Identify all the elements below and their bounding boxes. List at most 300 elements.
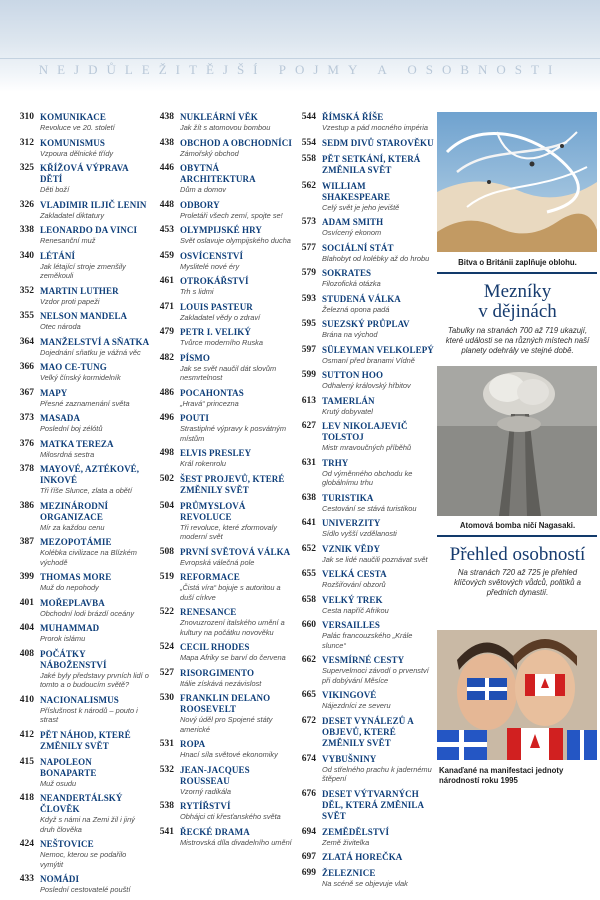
index-column-3	[292, 112, 435, 894]
entry-title: MUHAMMAD	[40, 623, 100, 633]
page-number: 471	[159, 301, 174, 312]
index-entry[interactable]	[10, 695, 150, 725]
index-entry[interactable]	[10, 112, 150, 133]
page-number: 438	[159, 112, 174, 122]
entry-title: STUDENÁ VÁLKA	[322, 293, 401, 304]
entry-subtitle: Tři revoluce, které zformovaly moderní svět	[180, 522, 277, 541]
page-number: 386	[19, 500, 34, 511]
index-entry[interactable]	[292, 789, 435, 822]
entry-subtitle: Poslední boj zélótů	[40, 424, 103, 433]
entry-subtitle: Hnací síla světové ekonomiky	[180, 750, 278, 759]
entry-title: NEŠTOVICE	[40, 839, 94, 849]
entry-title: VESMÍRNÉ CESTY	[322, 655, 405, 665]
entry-title: KOMUNIKACE	[40, 112, 106, 122]
index-entry[interactable]	[10, 362, 150, 383]
index-entry[interactable]	[150, 353, 292, 383]
entry-subtitle: Revoluce ve 20. století	[40, 123, 115, 132]
page-number: 699	[301, 868, 316, 878]
index-entry[interactable]	[10, 464, 150, 496]
nagasaki-image	[437, 366, 597, 516]
page-number: 558	[301, 153, 316, 164]
entry-subtitle: Poslední cestovatelé pouští	[40, 885, 131, 894]
caption-canadians: Kanaďané na manifestaci jednoty národností roku 1995	[439, 766, 564, 785]
entry-title: MANŽELSTVÍ A SŇATKA	[40, 336, 150, 347]
page-number: 448	[159, 199, 174, 210]
index-entry[interactable]	[150, 302, 292, 323]
page-number: 541	[159, 826, 174, 837]
entry-title: VYBUŠNINY	[322, 753, 377, 764]
entry-title: POČÁTKY NÁBOŽENSTVÍ	[40, 648, 107, 670]
entry-title: ŠEST PROJEVŮ, KTERÉ ZMĚNILY SVĚT	[180, 473, 285, 495]
page-number: 498	[159, 448, 174, 458]
entry-title: PĚT SETKÁNÍ, KTERÁ ZMĚNILA SVĚT	[322, 153, 421, 175]
entry-title: ZEMĚDĚLSTVÍ	[322, 826, 390, 837]
entry-subtitle: Strastiplné výpravy k posvátným místům	[180, 424, 286, 443]
entry-title: ELVIS PRESLEY	[180, 448, 252, 458]
page-number: 459	[159, 250, 174, 261]
index-column-1	[10, 112, 150, 900]
entry-title: KŘÍŽOVÁ VÝPRAVA DĚTÍ	[40, 163, 129, 184]
page-number: 401	[19, 597, 34, 608]
index-entry[interactable]	[10, 138, 150, 159]
entry-subtitle: Jak se lidé naučili poznávat svět	[322, 554, 428, 564]
page-number: 573	[301, 217, 316, 227]
page-number: 364	[19, 336, 34, 347]
entry-title: POUTI	[180, 413, 210, 423]
entry-title: UNIVERZITY	[322, 518, 381, 528]
entry-title: PĚT NÁHOD, KTERÉ ZMĚNILY SVĚT	[40, 729, 131, 751]
page-number: 527	[159, 667, 174, 678]
entry-subtitle: Od výměnného obchodu ke globálnímu trhu	[322, 468, 413, 487]
index-entry[interactable]	[10, 874, 150, 895]
index-entry[interactable]	[10, 200, 150, 221]
entry-title: POCAHONTAS	[180, 387, 244, 398]
index-entry[interactable]	[292, 754, 435, 784]
entry-subtitle: Muž osudu	[40, 778, 77, 788]
index-entry[interactable]	[150, 801, 292, 822]
entry-subtitle: Kolébka civilizace na Blízkém východě	[40, 548, 137, 567]
entry-title: VZNIK VĚDY	[322, 543, 381, 554]
entry-title: RYTÍŘSTVÍ	[180, 801, 231, 811]
index-entry[interactable]	[292, 852, 435, 863]
page-number: 404	[19, 623, 34, 633]
entry-subtitle: Zakladatel vědy o zdraví	[180, 312, 261, 322]
index-entry[interactable]	[292, 868, 435, 889]
entry-title: WILLIAM SHAKESPEARE	[322, 180, 391, 202]
entry-subtitle: Nájezdníci ze severu	[322, 701, 391, 710]
index-entry[interactable]	[292, 345, 435, 366]
index-entry[interactable]	[150, 327, 292, 348]
index-entry[interactable]	[10, 225, 150, 246]
entry-subtitle: Jak létající stroje zmenšily zeměkouli	[40, 261, 126, 280]
page-number: 338	[19, 225, 34, 235]
entry-subtitle: Proletáři všech zemí, spojte se!	[180, 210, 283, 220]
entry-subtitle: Mapa Afriky se barví do červena	[180, 653, 286, 662]
entry-title: MARTIN LUTHER	[40, 285, 119, 296]
index-entry[interactable]	[150, 448, 292, 469]
entry-subtitle: Brána na východ	[322, 330, 378, 339]
heading-milestones-line1: Mezníky	[483, 281, 552, 302]
entry-title: OLYMPIJSKÉ HRY	[180, 225, 263, 235]
index-entry[interactable]	[150, 739, 292, 760]
index-entry[interactable]	[150, 607, 292, 637]
entry-subtitle: Prorok islámu	[40, 634, 86, 643]
entry-title: ODBORY	[180, 199, 220, 210]
caption-nagasaki: Atomová bomba ničí Nagasaki.	[459, 521, 576, 530]
index-entry[interactable]	[292, 138, 435, 149]
entry-subtitle: Trh s lidmi	[180, 287, 214, 296]
index-entry[interactable]	[10, 251, 150, 281]
index-entry[interactable]	[292, 181, 435, 213]
page-number: 352	[19, 285, 34, 296]
entry-subtitle: Od střelného prachu k jadernému štěpení	[322, 764, 432, 783]
battle-of-britain-image	[437, 112, 597, 252]
page-number: 697	[301, 852, 316, 862]
entry-subtitle: Dojednání sňatku je vážná věc	[40, 347, 141, 357]
personalities-description: Na stranách 720 až 725 je přehled klíčových světových vůdců, politiků a předních dynastií.	[454, 568, 581, 597]
index-entry[interactable]	[10, 757, 150, 789]
caption-battle-of-britain: Bitva o Británii zaplňuje oblohu.	[458, 258, 577, 267]
index-entry[interactable]	[292, 458, 435, 488]
index-entry[interactable]	[10, 623, 150, 644]
index-entry[interactable]	[10, 413, 150, 434]
entry-subtitle: Obchodní lodi brázdí oceány	[40, 608, 135, 618]
index-entry[interactable]	[10, 598, 150, 619]
entry-subtitle: Blahobyt od kolébky až do hrobu	[322, 253, 430, 263]
entry-subtitle: Itálie získává nezávislost	[180, 678, 262, 688]
entry-subtitle: Přesné zaznamenání světa	[40, 398, 130, 408]
page-number: 532	[159, 764, 174, 775]
entry-subtitle: Zámořský obchod	[180, 148, 239, 158]
entry-subtitle: Evropská válečná pole	[180, 557, 255, 567]
page-number: 486	[159, 387, 174, 398]
page-number: 446	[159, 163, 174, 173]
index-entry[interactable]	[10, 163, 150, 195]
entry-title: PRŮMYSLOVÁ REVOLUCE	[180, 500, 246, 522]
page-number: 554	[301, 137, 316, 148]
page-number: 387	[19, 537, 34, 547]
index-entry[interactable]	[150, 413, 292, 443]
entry-subtitle: Odhalený královský hřbitov	[322, 381, 411, 390]
entry-title: OBYTNÁ ARCHITEKTURA	[180, 163, 256, 184]
page-number: 631	[301, 457, 316, 468]
page-number: 638	[301, 492, 316, 503]
entry-title: ŘÍMSKÁ ŘÍŠE	[322, 112, 384, 122]
index-entry[interactable]	[150, 501, 292, 542]
entry-subtitle: Svět oslavuje olympijského ducha	[180, 236, 291, 245]
entry-subtitle: Filozofická otázka	[322, 279, 381, 288]
index-entry[interactable]	[150, 572, 292, 602]
page-number: 482	[159, 352, 174, 363]
index-entry[interactable]	[292, 620, 435, 650]
index-entry[interactable]	[292, 243, 435, 264]
index-entry[interactable]	[292, 655, 435, 685]
index-entry[interactable]	[10, 439, 150, 460]
index-entry[interactable]	[292, 493, 435, 514]
entry-title: SOCIÁLNÍ STÁT	[322, 242, 394, 253]
index-entry[interactable]	[10, 286, 150, 307]
canadians-rally-image	[437, 630, 597, 760]
page-number: 378	[19, 464, 34, 474]
entry-title: MEZOPOTÁMIE	[40, 537, 112, 547]
entry-subtitle: Jak žít s atomovou bombou	[180, 123, 271, 132]
entry-subtitle: Tři říše Slunce, zlata a obětí	[40, 486, 133, 495]
entry-title: PETR I. VELIKÝ	[180, 327, 252, 337]
page-number: 310	[19, 112, 34, 122]
index-entry[interactable]	[292, 716, 435, 749]
entry-subtitle: Osmaní před branami Vídně	[322, 355, 415, 365]
entry-subtitle: Mistr mravoučných příběhů	[322, 443, 412, 452]
entry-title: VERSAILLES	[322, 620, 381, 630]
entry-title: NEANDERTÁLSKÝ ČLOVĚK	[40, 793, 123, 814]
entry-title: VIKINGOVÉ	[322, 690, 377, 700]
page-number: 676	[301, 788, 316, 799]
index-entry[interactable]	[292, 569, 435, 590]
heading-milestones	[435, 282, 600, 322]
entry-subtitle: Muž do nepohody	[40, 583, 99, 592]
page-number: 655	[301, 569, 316, 579]
page-number: 660	[301, 620, 316, 630]
page-number: 562	[301, 180, 316, 191]
entry-title: NAPOLEON BONAPARTE	[40, 756, 97, 778]
entry-subtitle: Dům a domov	[180, 185, 227, 194]
entry-title: TRHY	[322, 457, 349, 468]
page-number: 438	[159, 137, 174, 148]
heading-milestones-line2: v dějinách	[478, 301, 557, 322]
index-entry[interactable]	[150, 163, 292, 195]
entry-subtitle: Otec národa	[40, 322, 81, 331]
index-entry[interactable]	[150, 474, 292, 496]
page-number: 496	[159, 413, 174, 423]
page-number: 461	[159, 276, 174, 286]
index-entry[interactable]	[150, 388, 292, 409]
entry-title: REFORMACE	[180, 572, 240, 582]
entry-title: PÍSMO	[180, 352, 211, 363]
entry-title: MASADA	[40, 413, 81, 423]
page-number: 367	[19, 387, 34, 398]
entry-title: THOMAS MORE	[40, 572, 112, 582]
entry-subtitle: Velký čínský kormidelník	[40, 373, 121, 382]
index-entry[interactable]	[292, 396, 435, 417]
page-number: 593	[301, 293, 316, 304]
entry-subtitle: Mír za každou cenu	[40, 522, 105, 532]
index-entry[interactable]	[10, 501, 150, 533]
index-entry[interactable]	[150, 276, 292, 297]
page-number: 672	[301, 715, 316, 726]
entry-subtitle: Vzdor proti papeži	[40, 296, 100, 306]
entry-subtitle: Milosrdná sestra	[40, 449, 95, 459]
entry-title: KOMUNISMUS	[40, 137, 106, 148]
page-number: 694	[301, 826, 316, 837]
entry-title: OBCHOD A OBCHODNÍCI	[180, 137, 292, 148]
index-entry[interactable]	[292, 518, 435, 539]
entry-subtitle: Znovuzrození italského umění a kultury na počátku novověku	[180, 618, 285, 637]
index-entry[interactable]	[10, 388, 150, 409]
entry-subtitle: Cestování se stává turistikou	[322, 503, 417, 513]
page-number: 522	[159, 607, 174, 617]
entry-title: SOKRATES	[322, 268, 372, 278]
page-number: 479	[159, 327, 174, 337]
page-number: 415	[19, 756, 34, 767]
page-number: 453	[159, 225, 174, 235]
index-entry[interactable]	[10, 337, 150, 358]
index-entry[interactable]	[150, 251, 292, 272]
index-entry[interactable]	[292, 370, 435, 391]
index-entry[interactable]	[10, 649, 150, 690]
index-entry[interactable]	[150, 827, 292, 848]
entry-title: DESET VÝTVARNÝCH DĚL, KTERÁ ZMĚNILA SVĚT	[322, 788, 424, 821]
page-number: 508	[159, 546, 174, 557]
entry-title: MOŘEPLAVBA	[40, 597, 105, 608]
page-number: 524	[159, 642, 174, 652]
sidebar-rule-2	[437, 535, 597, 537]
page-number: 530	[159, 693, 174, 703]
entry-subtitle: Tvůrce moderního Ruska	[180, 338, 263, 347]
entry-subtitle: Zakladatel diktatury	[40, 210, 105, 220]
entry-subtitle: Když s námi na Zemi žil i jiný druh člověka	[40, 815, 135, 834]
sidebar-rule-1	[437, 272, 597, 274]
entry-subtitle: Mistrovská díla divadelního umění	[180, 837, 292, 847]
entry-subtitle: Osvícený ekonom	[322, 228, 382, 237]
entry-title: NOMÁDI	[40, 874, 80, 884]
entry-subtitle: Nový úděl pro Spojené státy americké	[180, 715, 273, 734]
index-entry[interactable]	[10, 730, 150, 752]
entry-subtitle: Supervelmoci závodí o prvenství při dobývání Měsíce	[322, 666, 429, 685]
entry-title: NUKLEÁRNÍ VĚK	[180, 112, 258, 122]
entry-title: MAO CE-TUNG	[40, 362, 107, 372]
entry-title: SUTTON HOO	[322, 370, 384, 380]
header-rule	[0, 58, 600, 59]
entry-title: ŽELEZNICE	[322, 868, 376, 878]
index-entry[interactable]	[10, 839, 150, 869]
index-entry[interactable]	[150, 138, 292, 159]
index-entry[interactable]	[292, 268, 435, 289]
entry-title: MAPY	[40, 387, 68, 398]
index-entry[interactable]	[292, 827, 435, 848]
index-entry[interactable]	[150, 642, 292, 663]
page-number: 665	[301, 690, 316, 700]
page-number: 424	[19, 839, 34, 849]
page-number: 577	[301, 242, 316, 253]
page-number: 326	[19, 199, 34, 210]
index-entry[interactable]	[150, 112, 292, 133]
entry-subtitle: Renesanční muž	[40, 236, 96, 245]
entry-title: DESET VYNÁLEZŮ A OBJEVŮ, KTERÉ ZMĚNILY SVĚT	[322, 715, 414, 748]
page-number: 662	[301, 655, 316, 665]
entry-subtitle: „Čistá víra“ bojuje s autoritou a duší církve	[180, 583, 281, 602]
page-number: 312	[19, 137, 34, 148]
index-column-2	[150, 112, 292, 852]
page-number: 674	[301, 753, 316, 764]
page-number: 613	[301, 395, 316, 406]
index-entry[interactable]	[292, 154, 435, 176]
index-entry[interactable]	[10, 311, 150, 332]
index-entry[interactable]	[292, 294, 435, 315]
entry-title: SUEZSKÝ PRŮPLAV	[322, 319, 410, 329]
entry-title: SEDM DIVŮ STAROVĚKU	[322, 137, 434, 148]
entry-title: LÉTÁNÍ	[40, 250, 76, 261]
page-number: 658	[301, 594, 316, 605]
page-number: 595	[301, 319, 316, 329]
entry-subtitle: Děti boží	[40, 185, 70, 194]
page-number: 412	[19, 729, 34, 740]
entry-title: VELKÝ TREK	[322, 594, 383, 605]
entry-subtitle: Krutý dobyvatel	[322, 406, 373, 416]
entry-title: ADAM SMITH	[322, 217, 384, 227]
entry-title: NELSON MANDELA	[40, 311, 128, 321]
index-entry[interactable]	[292, 112, 435, 133]
entry-subtitle: Železná opona padá	[322, 304, 390, 314]
index-entry[interactable]	[292, 544, 435, 565]
entry-subtitle: Vzpoura dělnické třídy	[40, 148, 114, 158]
index-entry[interactable]	[292, 319, 435, 340]
entry-title: LEONARDO DA VINCI	[40, 225, 138, 235]
header-faint-text: NEJDŮLEŽITĚJŠÍ POJMY A OSOBNOSTI	[38, 62, 562, 77]
entry-title: VLADIMIR ILJIČ LENIN	[40, 199, 147, 210]
entry-title: ROPA	[180, 739, 206, 749]
index-entry[interactable]	[150, 668, 292, 689]
entry-title: TURISTIKA	[322, 492, 374, 503]
entry-title: MAYOVÉ, AZTÉKOVÉ, INKOVÉ	[40, 464, 140, 485]
page-number: 373	[19, 413, 34, 423]
entry-title: RENESANCE	[180, 607, 237, 617]
index-entry[interactable]	[292, 421, 435, 453]
entry-subtitle: Na scéně se objevuje vlak	[322, 879, 408, 888]
page-number: 627	[301, 421, 316, 431]
index-entry[interactable]	[10, 572, 150, 593]
entry-title: RISORGIMENTO	[180, 667, 255, 678]
entry-subtitle: Země živitelka	[322, 837, 370, 847]
page-number: 399	[19, 572, 34, 582]
page-number: 599	[301, 370, 316, 380]
entry-title: MEZINÁRODNÍ ORGANIZACE	[40, 500, 109, 522]
entry-title: CECIL RHODES	[180, 642, 250, 652]
page-number: 519	[159, 572, 174, 582]
index-entry[interactable]	[292, 595, 435, 616]
page-number: 597	[301, 344, 316, 355]
entry-title: PRVNÍ SVĚTOVÁ VÁLKA	[180, 546, 291, 557]
index-entry[interactable]	[150, 693, 292, 734]
index-entry[interactable]	[10, 793, 150, 834]
entry-title: SÜLEYMAN VELKOLEPÝ	[322, 344, 434, 355]
index-entry[interactable]	[150, 547, 292, 568]
entry-title: FRANKLIN DELANO ROOSEVELT	[180, 693, 271, 714]
index-entry[interactable]	[292, 217, 435, 238]
index-entry[interactable]	[10, 537, 150, 567]
entry-subtitle: Palác francouzského „Krále slunce“	[322, 631, 413, 650]
entry-title: TAMERLÁN	[322, 395, 375, 406]
entry-subtitle: Celý svět je jeho jeviště	[322, 202, 400, 212]
page-number: 325	[19, 163, 34, 173]
entry-title: LEV NIKOLAJEVIČ TOLSTOJ	[322, 421, 408, 442]
page-number: 433	[19, 874, 34, 884]
index-entry[interactable]	[150, 765, 292, 797]
page-number: 502	[159, 473, 174, 484]
page-number: 410	[19, 694, 34, 705]
index-entry[interactable]	[150, 200, 292, 221]
entry-subtitle: Sídlo vyšší vzdělanosti	[322, 529, 397, 538]
page-number: 531	[159, 739, 174, 749]
page-number: 355	[19, 311, 34, 321]
index-entry[interactable]	[292, 690, 435, 711]
entry-subtitle: Myslitelé nové éry	[180, 261, 240, 271]
page-number: 408	[19, 648, 34, 659]
entry-title: ZLATÁ HOREČKA	[322, 852, 403, 862]
entry-subtitle: Rozšiřování obzorů	[322, 580, 386, 589]
entry-subtitle: Jak se svět naučil dát slovům nesmrtelnost	[180, 363, 277, 382]
heading-personalities: Přehled osobností	[449, 544, 586, 565]
index-entry[interactable]	[150, 225, 292, 246]
